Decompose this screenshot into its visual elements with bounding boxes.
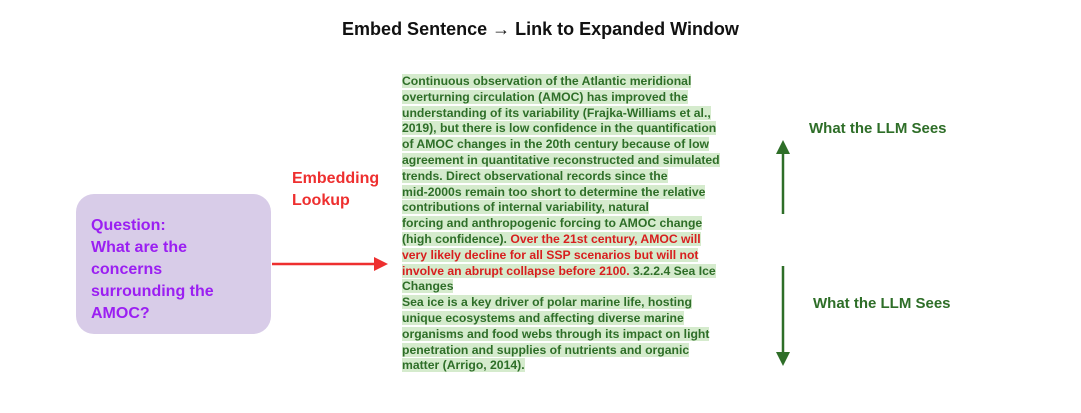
passage-text: of AMOC changes in the 20th century because of low bbox=[402, 137, 709, 152]
passage-text: (high confidence). bbox=[402, 231, 511, 246]
passage-text: penetration and supplies of nutrients and organic bbox=[402, 342, 690, 357]
llm-sees-label-top: What the LLM Sees bbox=[809, 120, 947, 137]
up-arrow-icon bbox=[776, 140, 790, 214]
passage-text: organisms and food webs through its impact on light bbox=[402, 326, 710, 341]
passage-text: trends. Direct observational records since the bbox=[402, 168, 668, 183]
passage-text: understanding of its variability (Frajka-Williams et al., bbox=[402, 105, 711, 120]
llm-sees-label-bottom: What the LLM Sees bbox=[813, 295, 951, 312]
passage-text: 2019), but there is low confidence in the quantification bbox=[402, 121, 717, 136]
diagram-title: Embed Sentence → Link to Expanded Window bbox=[342, 19, 739, 39]
passage-text: Changes bbox=[402, 279, 454, 294]
passage-text: mid-2000s remain too short to determine the relative bbox=[402, 184, 706, 199]
lookup-arrow bbox=[272, 257, 388, 271]
passage-text: Continuous observation of the Atlantic meridional bbox=[402, 74, 692, 88]
passage-text: contributions of internal variability, natural bbox=[402, 200, 649, 215]
passage-text: matter (Arrigo, 2014). bbox=[402, 358, 525, 373]
lookup-line: Lookup bbox=[292, 192, 350, 209]
question-line: Question: bbox=[91, 217, 166, 234]
passage-text: forcing and anthropogenic forcing to AMOC change bbox=[402, 216, 703, 231]
question-line: surrounding the bbox=[91, 283, 214, 300]
question-line: AMOC? bbox=[91, 305, 150, 322]
lookup-line: Embedding bbox=[292, 170, 380, 187]
embedded-sentence: Over the 21st century, AMOC will bbox=[510, 231, 701, 246]
passage-text: agreement in quantitative reconstructed and simulated bbox=[402, 152, 720, 167]
question-line: concerns bbox=[91, 261, 163, 278]
passage-text: unique ecosystems and affecting diverse marine bbox=[402, 310, 684, 325]
embedded-sentence: involve an abrupt collapse before 2100. bbox=[402, 263, 630, 278]
passage-text: 3.2.2.4 Sea Ice bbox=[629, 263, 716, 278]
passage-text: overturning circulation (AMOC) has improved the bbox=[402, 89, 688, 104]
passage-text: Sea ice is a key driver of polar marine life, hosting bbox=[402, 295, 692, 310]
question-line: What are the bbox=[91, 239, 188, 256]
down-arrow-icon bbox=[776, 266, 790, 366]
embedded-sentence: very likely decline for all SSP scenarios but will not bbox=[402, 247, 699, 262]
